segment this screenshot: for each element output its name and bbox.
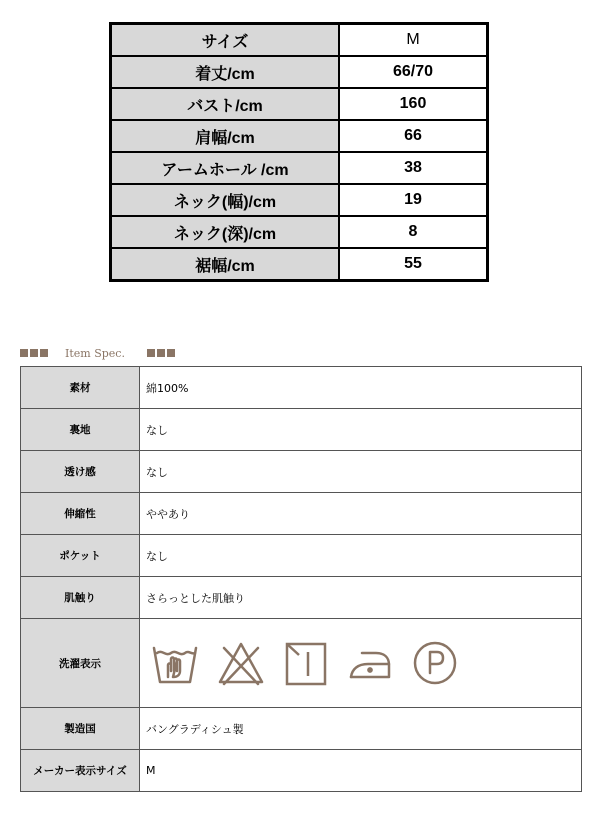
decorative-squares-left [20, 349, 48, 357]
square-icon [147, 349, 155, 357]
spec-row-pocket [21, 535, 582, 577]
spec-row-label: 伸縮性 [21, 493, 140, 535]
size-row-value: 55 [339, 248, 488, 281]
size-row-value: 160 [339, 88, 488, 120]
size-header-label: サイズ [111, 24, 340, 57]
spec-row-care [21, 619, 582, 708]
item-spec-header [20, 344, 175, 362]
spec-row-value: ややあり [140, 493, 582, 535]
spec-row-value: 綿100% [140, 367, 582, 409]
size-row-label: ネック(幅)/cm [111, 184, 340, 216]
size-table [109, 22, 489, 282]
size-row-label: アームホール /cm [111, 152, 340, 184]
size-header-value: M [339, 24, 488, 57]
size-row-value: 66/70 [339, 56, 488, 88]
dry-clean-p-icon [411, 639, 459, 687]
spec-row-value: なし [140, 409, 582, 451]
spec-row-sheerness [21, 451, 582, 493]
size-row-label: 裾幅/cm [111, 248, 340, 281]
size-row-hem [111, 248, 488, 281]
spec-row-texture [21, 577, 582, 619]
size-row-value: 66 [339, 120, 488, 152]
spec-row-label: ポケット [21, 535, 140, 577]
square-icon [167, 349, 175, 357]
spec-row-value: なし [140, 535, 582, 577]
size-row-label: バスト/cm [111, 88, 340, 120]
size-row-value: 8 [339, 216, 488, 248]
spec-row-label: メーカー表示サイズ [21, 750, 140, 792]
size-row-neck-depth [111, 216, 488, 248]
item-spec-table [20, 366, 582, 792]
square-icon [40, 349, 48, 357]
spec-row-maker-size [21, 750, 582, 792]
spec-row-label: 透け感 [21, 451, 140, 493]
spec-row-label: 素材 [21, 367, 140, 409]
square-icon [30, 349, 38, 357]
square-icon [20, 349, 28, 357]
square-icon [157, 349, 165, 357]
spec-row-lining [21, 409, 582, 451]
spec-row-label: 洗濯表示 [21, 619, 140, 708]
size-row-neck-width [111, 184, 488, 216]
care-icons-cell [140, 619, 582, 708]
size-row-label: 肩幅/cm [111, 120, 340, 152]
size-row-label: 着丈/cm [111, 56, 340, 88]
size-row-value: 19 [339, 184, 488, 216]
hand-wash-icon [151, 639, 199, 687]
size-row-value: 38 [339, 152, 488, 184]
spec-row-value: さらっとした肌触り [140, 577, 582, 619]
iron-icon [346, 639, 394, 687]
spec-row-value: なし [140, 451, 582, 493]
size-row-bust [111, 88, 488, 120]
size-row-length [111, 56, 488, 88]
size-table-header-row [111, 24, 488, 57]
spec-row-stretch [21, 493, 582, 535]
decorative-squares-right [147, 349, 175, 357]
spec-row-label: 肌触り [21, 577, 140, 619]
spec-row-value: M [140, 750, 582, 792]
size-row-label: ネック(深)/cm [111, 216, 340, 248]
size-row-shoulder [111, 120, 488, 152]
care-icons [146, 638, 581, 688]
spec-row-value: バングラディシュ製 [140, 708, 582, 750]
no-bleach-icon [216, 639, 266, 687]
spec-row-country [21, 708, 582, 750]
item-spec-title: Item Spec. [65, 346, 125, 360]
line-dry-icon [283, 638, 329, 688]
spec-row-label: 裏地 [21, 409, 140, 451]
size-row-armhole [111, 152, 488, 184]
spec-row-material [21, 367, 582, 409]
spec-row-label: 製造国 [21, 708, 140, 750]
